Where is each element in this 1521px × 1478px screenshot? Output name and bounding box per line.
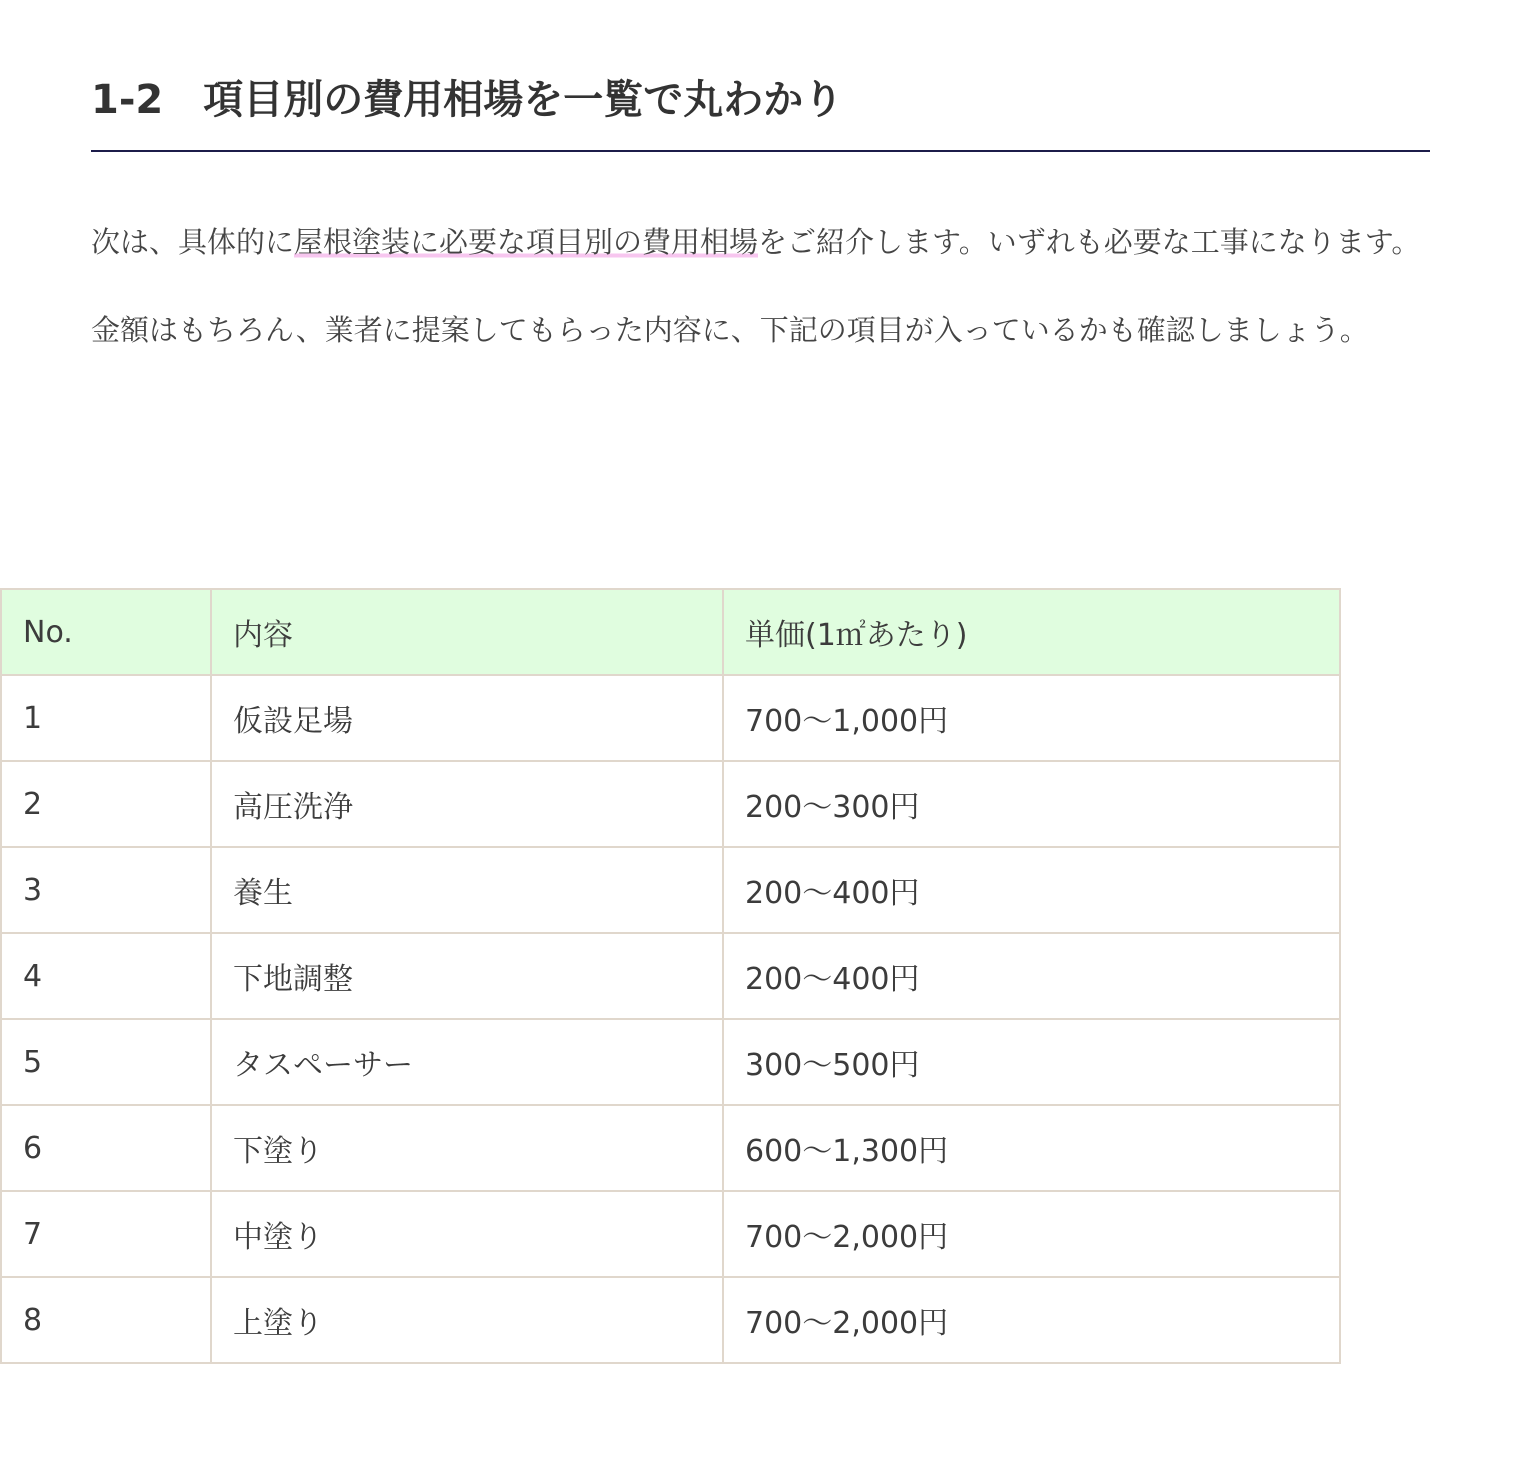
cell-price: 600〜1,300円	[723, 1105, 1340, 1191]
section-heading: 1-2 項目別の費用相場を一覧で丸わかり	[91, 0, 1430, 152]
note-paragraph: 金額はもちろん、業者に提案してもらった内容に、下記の項目が入っているかも確認しましょう。	[91, 313, 1369, 347]
cell-price: 700〜1,000円	[723, 675, 1340, 761]
article	[91, 0, 1430, 358]
cell-price: 200〜400円	[723, 933, 1340, 1019]
intro-text-after: をご紹介します。いずれも必要な工事になります。	[758, 225, 1421, 259]
table-row	[1, 1277, 1340, 1363]
cell-no: 4	[1, 933, 211, 1019]
cell-price: 200〜300円	[723, 761, 1340, 847]
cell-no: 7	[1, 1191, 211, 1277]
intro-paragraph	[91, 214, 1430, 270]
table-row	[1, 761, 1340, 847]
header-no: No.	[1, 589, 211, 675]
cell-content: 上塗り	[211, 1277, 723, 1363]
cell-content: 中塗り	[211, 1191, 723, 1277]
intro-text-before: 次は、具体的に	[91, 225, 295, 259]
cell-no: 2	[1, 761, 211, 847]
cell-content: 養生	[211, 847, 723, 933]
cell-no: 5	[1, 1019, 211, 1105]
table-row	[1, 1019, 1340, 1105]
cell-content: 下塗り	[211, 1105, 723, 1191]
table-row	[1, 1191, 1340, 1277]
cell-price: 200〜400円	[723, 847, 1340, 933]
cell-content: 下地調整	[211, 933, 723, 1019]
header-content: 内容	[211, 589, 723, 675]
table-row	[1, 933, 1340, 1019]
cell-price: 700〜2,000円	[723, 1277, 1340, 1363]
cell-content: 高圧洗浄	[211, 761, 723, 847]
cell-content: 仮設足場	[211, 675, 723, 761]
highlighted-text: 屋根塗装に必要な項目別の費用相場	[294, 225, 759, 259]
cost-table-wrapper	[0, 588, 1339, 1364]
header-unit-price: 単価(1㎡あたり)	[723, 589, 1340, 675]
cell-price: 300〜500円	[723, 1019, 1340, 1105]
cell-no: 1	[1, 675, 211, 761]
cell-no: 6	[1, 1105, 211, 1191]
cell-no: 3	[1, 847, 211, 933]
table-row	[1, 675, 1340, 761]
table-row	[1, 847, 1340, 933]
table-row	[1, 1105, 1340, 1191]
cost-table	[0, 588, 1341, 1364]
cell-content: タスペーサー	[211, 1019, 723, 1105]
table-header-row	[1, 589, 1340, 675]
cell-no: 8	[1, 1277, 211, 1363]
cell-price: 700〜2,000円	[723, 1191, 1340, 1277]
